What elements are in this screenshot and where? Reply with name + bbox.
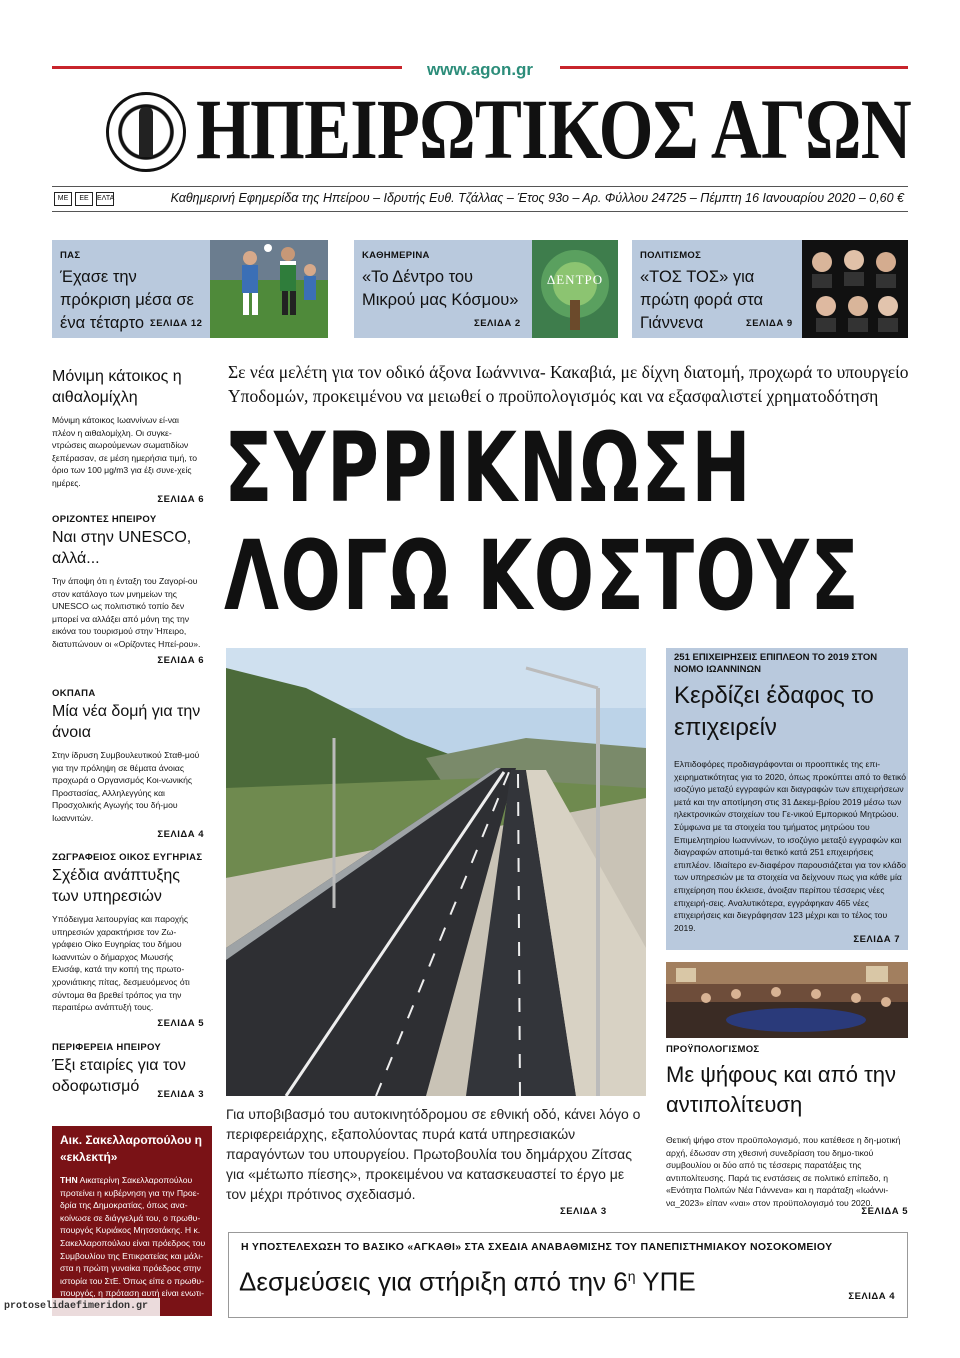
article-title-end: ΥΠΕ [635,1266,696,1297]
issue-info-bar [52,186,908,212]
article-label: Η ΥΠΟΣΤΕΛΕΧΩΣΗ ΤΟ ΒΑΣΙΚΟ «ΑΓΚΑΘΙ» ΣΤΑ ΣΧΕΔΙΑ ΑΝΑΒΑΘΜΙΣΗΣ ΤΟΥ ΠΑΝΕΠΙΣΤΗΜΙΑΚΟΥ ΝΟΣΟΚΟΜΕΙΟΥ [241,1241,833,1253]
issue-info-text: Καθημερινή Εφημερίδα της Ηπείρου – Ιδρυτής Ευθ. Τζάλλας – Έτος 93ο – Αρ. Φύλλου 24725 – Πέμπτη 16 Ιανουαρίου 2020 – 0,60 € [170,191,904,205]
article-body: Την άποψη ότι η ένταξη του Ζαγορί-ου στον κατάλογο των μνημείων της UNESCO ως πολιτιστικό τοπίο δεν μπορεί να αλλάξει από μόνη της την εικόνα του τουρισμού στην Ήπειρο, διατυπώνουν οι «Ορίζοντες Ηπεί-ρου». [52,576,201,649]
teaser-title: Έχασε την πρόκριση μέσα σε ένα τέταρτο [60,268,194,332]
teaser-politismos[interactable] [632,240,908,338]
teaser-pas[interactable] [52,240,328,338]
article-body [60,1174,208,1300]
teaser-title: «ΤΟΣ ΤΟΣ» για πρώτη φορά στα Γιάννενα [640,268,764,332]
article-title [239,1259,696,1299]
teaser-page: ΣΕΛΙΔΑ 12 [150,318,203,329]
article-label: 251 ΕΠΙΧΕΙΡΗΣΕΙΣ ΕΠΙΠΛΕΟΝ ΤΟ 2019 ΣΤΟΝ ΝΟΜΟ ΙΩΑΝΝΙΝΩΝ [674,652,878,675]
article-title-main: Δεσμεύσεις για στήριξη από την 6 [239,1266,628,1297]
article-page: ΣΕΛΙΔΑ 5 [157,1017,204,1029]
left-article-lighting[interactable] [52,1042,204,1100]
article-title: Μόνιμη κάτοικος η αιθαλομίχλη [52,368,182,406]
publisher-badge-icon: ΜΕ [54,192,72,206]
lead-caption: Για υποβιβασμό του αυτοκινητόδρομου σε εθνική οδό, κάνει λόγο ο περιφερειάρχης, εξαπολύοντας πυρά κατά υπηρεσιακών παραγόντων του υπουργείου. Πρωτοβουλία του δημάρχου Ζίτσας για «μέτωπο πίεσης», προκειμένου να κατασκευαστεί το έργο με τον μέχρι πρότινος σχεδιασμό. [226,1106,641,1202]
article-label: ΖΩΓΡΑΦΕΙΟΣ ΟΙΚΟΣ ΕΥΓΗΡΙΑΣ [52,852,203,863]
newspaper-title: ΗΠΕΙΡΩΤΙΚΟΣ ΑΓΩΝ [196,81,911,177]
article-title-superscript: η [627,1268,636,1284]
article-title: Αικ. Σακελλαροπούλου η «εκλεκτή» [60,1133,202,1164]
teaser-kathimerina[interactable] [354,240,618,338]
president-article[interactable] [52,1126,212,1316]
article-body-text: Αικατερίνη Σακελλαροπούλου προτείνει η κυβέρνηση για την Προε-δρία της Δημοκρατίας, όπως ανα-κοίνωσε σε διάγγελμά του, ο πρωθυ-πουργός Κυριάκος Μητσοτάκης. Η κ. Σακελλαροπούλου είναι πρόεδρος του Συμβουλίου της Επικρατείας και μάλι-στα η πρώτη γυναίκα πρόεδρος στην ιστορία του ΣτΕ. Όπως είπε ο πρωθυ-πουργός, η πρόταση αυτή είναι ενωτι- [60,1175,206,1299]
article-label: ΠΕΡΙΦΕΡΕΙΑ ΗΠΕΙΡΟΥ [52,1042,162,1053]
budget-title[interactable]: Με ψήφους και από την αντιπολίτευση [666,1062,897,1117]
article-page: ΣΕΛΙΔΑ 6 [157,493,204,505]
newspaper-logo-seal [106,92,186,172]
article-label: ΟΚΠΑΠΑ [52,688,96,699]
article-title: Σχέδια ανάπτυξης των υπηρεσιών [52,867,180,905]
left-article-dementia[interactable] [52,688,204,840]
left-article-elderly-home[interactable] [52,852,204,1029]
highway-photo [226,648,646,1096]
teaser-title: «Το Δέντρο του Μικρού μας Κόσμου» [362,268,519,309]
article-body: Μόνιμη κάτοικος Ιωαννίνων εί-ναι πλέον η αιθαλομίχλη. Οι συγκε-ντρώσεις αιωρούμενων σωματιδίων ξεπέρασαν, σε μέση ημερήσια τιμή, το όριο των 100 μg/m3 για έξι συνε-χείς ημέρες. [52,415,198,488]
article-title: Μία νέα δομή για την άνοια [52,703,201,741]
article-title: Έξι εταιρίες για τον οδοφωτισμό [52,1057,186,1095]
football-match-photo [210,240,328,338]
site-url[interactable]: www.agon.gr [426,60,534,79]
left-article-unesco[interactable] [52,514,204,666]
teaser-label: ΠΟΛΙΤΙΣΜΟΣ [640,250,702,261]
council-meeting-photo [666,962,908,1038]
elta-badge-icon: ΕΛΤΑ [96,192,114,206]
article-body: Ελπιδοφόρες προδιαγράφονται οι προοπτικές της επι-χειρηματικότητας για το 2020, όπως προκύπτει από το θετικό ισοζύγιο μεταξύ εγγραφών και διαγραφών των επιχειρήσεων μετά και την αποτίμηση στις 31 Δεκεμ-βρίου 2019 μέσω των ηλεκτρονικών στοιχείων του Γε-νικού Εμπορικού Μητρώου. Σύμφωνα με τα στοιχεία του τμήματος μητρώου του Επιμελητηρίου Ιωαννίνων, το ισοζύγιο μεταξύ εγγραφών και διαγραφών αποτιμά-ται θετικό κατά 251 επιχειρήσεις επιπλέον. Ιδιαίτερο εν-διαφέρον παρουσιάζεται για τον κλάδο των υπηρεσιών με τα στοιχεία να δείχνουν πως για κάθε μία επιχείρηση που έκλεισε, άνοιξαν περίπου τέσσερις νέες επιχειρή-σεις. Αναλυτικότερα, εγγράφηκαν 465 νέες επιχειρήσεις και διεγράφησαν 123 μέχρι και το τέλος του 2019. [674,759,907,933]
article-title: Ναι στην UNESCO, αλλά... [52,529,192,567]
teaser-page: ΣΕΛΙΔΑ 2 [474,318,521,329]
hospital-article[interactable] [228,1232,908,1318]
teaser-label: ΚΑΘΗΜΕΡΙΝΑ [362,250,430,261]
article-page: ΣΕΛΙΔΑ 4 [157,828,204,840]
lead-headline-line-1[interactable]: ΣΥΡΡΙΚΝΩΣΗ [224,412,753,524]
article-label: ΟΡΙΖΟΝΤΕΣ ΗΠΕΙΡΟΥ [52,514,157,525]
source-watermark: protoselidaefimeridon.gr [0,1298,160,1316]
lead-headline-line-2[interactable]: ΛΟΓΩ ΚΟΣΤΟΥΣ [224,520,861,632]
association-badge-icon: ΕΕ [75,192,93,206]
budget-page: ΣΕΛΙΔΑ 5 [861,1206,908,1217]
article-page: ΣΕΛΙΔΑ 3 [157,1089,204,1100]
book-cover-title: ΔΕΝΤΡΟ [546,272,604,287]
article-page: ΣΕΛΙΔΑ 6 [157,654,204,666]
budget-label: ΠΡΟΫΠΟΛΟΓΙΣΜΟΣ [666,1044,760,1055]
lead-page: ΣΕΛΙΔΑ 3 [560,1206,607,1217]
article-body: Στην ίδρυση Συμβουλευτικού Σταθ-μού για την πρόληψη σε θέματα άνοιας προχωρά ο Οργανισμός Κοι-νωνικής Προστασίας, Αλληλεγγύης και Προσχολικής Αγωγής του δή-μου Ιωαννιτών. [52,750,200,823]
book-cover-photo [532,240,618,338]
article-page: ΣΕΛΙΔΑ 4 [848,1291,895,1302]
lead-kicker: Σε νέα μελέτη για τον οδικό άξονα Ιωάννινα- Κακαβιά, με δίχνη διατομή, προχωρά το υπουργείο Υποδομών, προκειμένου να μειωθεί ο προϋπολογισμός και να εξασφαλιστεί χρηματοδότηση [228,362,909,406]
article-title: Κερδίζει έδαφος το επιχειρείν [674,682,874,741]
theatre-cast-photo [802,240,908,338]
budget-body: Θετική ψήφο στον προϋπολογισμό, που κατέθεσε η δη-μοτική αρχή, έδωσαν στη χθεσινή συνεδρίαση του δημο-τικού συμβουλίου οι δύο από τις τέσσερις παρατάξεις της αντιπολίτευσης. Παρά τις ενστάσεις σε πολιτικό επίπεδο, η «Ενότητα Πολιτών Νέα Γιάννενα» και η παράταξη «Ιωάννι-να_2023» είπαν «ναι» στον προϋπολογισμό του 2020. [666,1135,901,1208]
article-body: Υπόδειγμα λειτουργίας και παροχής υπηρεσιών χαρακτήρισε τον Ζω-γράφειο Οίκο Ευγηρίας του δήμου Ιωαννιτών ο δήμαρχος Μωυσής Ελισάφ, κατά την κοπή της πρωτο-χρονιάτικης πίτας, δεσμευόμενος ότι σύντομα θα βρεθεί τρόπος για την περαιτέρω ανάπτυξή τους. [52,914,190,1013]
left-article-smog[interactable] [52,364,204,505]
business-article[interactable] [666,648,908,950]
article-lead-word: ΤΗΝ [60,1175,78,1185]
teaser-label: ΠΑΣ [60,250,81,261]
teaser-page: ΣΕΛΙΔΑ 9 [746,318,793,329]
article-page: ΣΕΛΙΔΑ 7 [853,934,900,945]
